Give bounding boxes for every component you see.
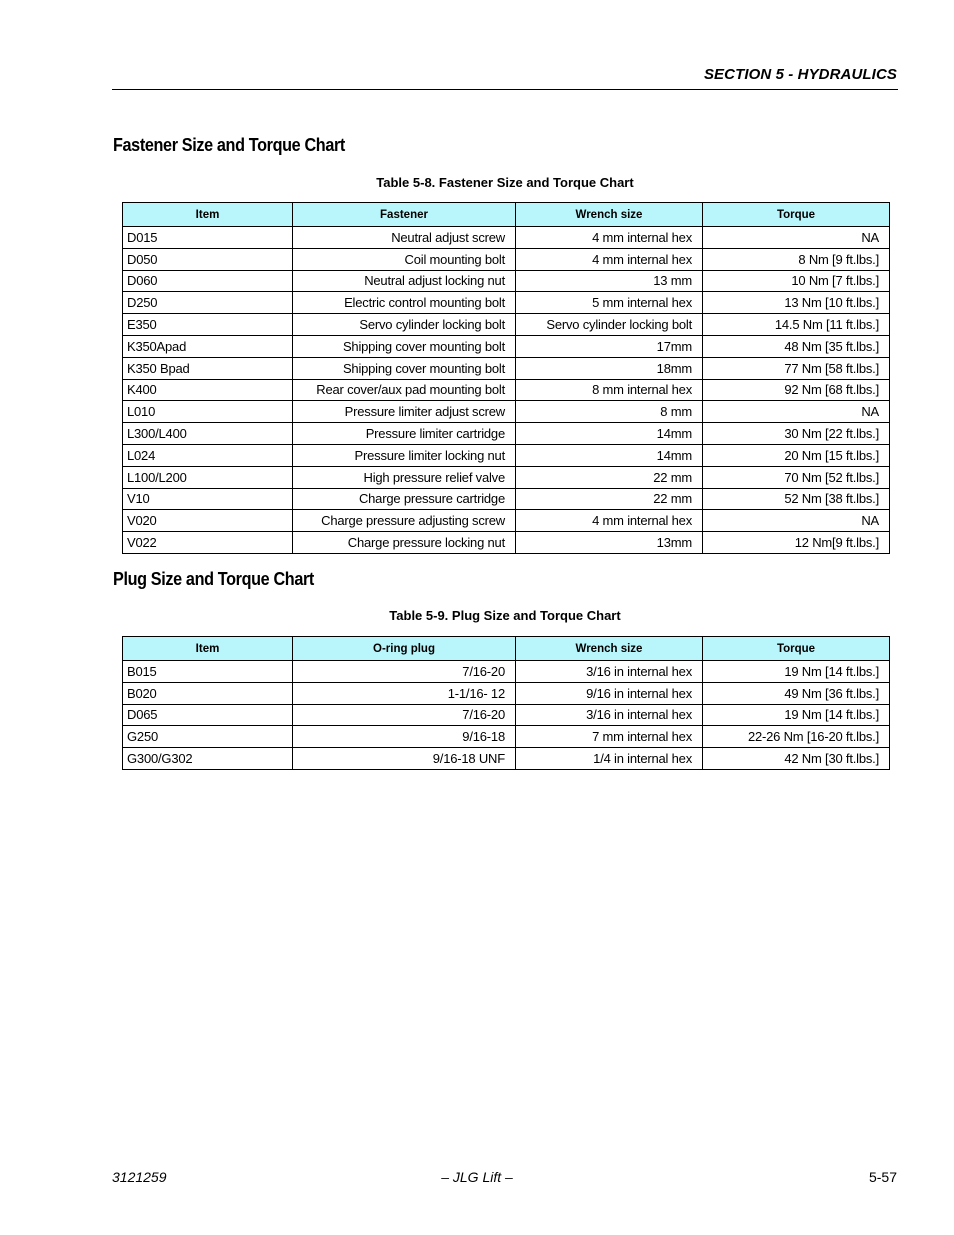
column-header-fastener: Fastener — [293, 203, 516, 227]
cell-item: V022 — [123, 532, 293, 554]
cell-item: K350 Bpad — [123, 357, 293, 379]
cell-torque: 19 Nm [14 ft.lbs.] — [703, 704, 890, 726]
cell-torque: 8 Nm [9 ft.lbs.] — [703, 248, 890, 270]
column-header-wrench-size: Wrench size — [516, 203, 703, 227]
fastener-table-body — [123, 227, 890, 554]
cell-item: G300/G302 — [123, 748, 293, 770]
cell-torque: 19 Nm [14 ft.lbs.] — [703, 661, 890, 683]
table-row — [123, 682, 890, 704]
cell-description: 9/16-18 — [293, 726, 516, 748]
fastener-table-caption: Table 5-8. Fastener Size and Torque Chart — [376, 175, 634, 190]
cell-wrench-size: 18mm — [516, 357, 703, 379]
cell-wrench-size: 4 mm internal hex — [516, 510, 703, 532]
cell-item: D015 — [123, 227, 293, 249]
cell-wrench-size: 14mm — [516, 444, 703, 466]
cell-description: 1-1/16- 12 — [293, 682, 516, 704]
cell-description: Coil mounting bolt — [293, 248, 516, 270]
table-row — [123, 532, 890, 554]
cell-item: K400 — [123, 379, 293, 401]
fastener-chart-heading: Fastener Size and Torque Chart — [113, 135, 345, 155]
plug-table-caption: Table 5-9. Plug Size and Torque Chart — [389, 608, 621, 623]
column-header-wrench-size: Wrench size — [516, 637, 703, 661]
cell-wrench-size: 3/16 in internal hex — [516, 661, 703, 683]
cell-description: Electric control mounting bolt — [293, 292, 516, 314]
table-row — [123, 270, 890, 292]
plug-torque-table — [122, 636, 890, 770]
cell-item: E350 — [123, 314, 293, 336]
cell-wrench-size: 13mm — [516, 532, 703, 554]
table-row — [123, 423, 890, 445]
cell-wrench-size: 3/16 in internal hex — [516, 704, 703, 726]
cell-wrench-size: 8 mm — [516, 401, 703, 423]
table-header-row — [123, 637, 890, 661]
cell-item: L300/L400 — [123, 423, 293, 445]
cell-description: Shipping cover mounting bolt — [293, 335, 516, 357]
cell-torque: 92 Nm [68 ft.lbs.] — [703, 379, 890, 401]
cell-description: Pressure limiter cartridge — [293, 423, 516, 445]
table-row — [123, 748, 890, 770]
cell-item: B020 — [123, 682, 293, 704]
cell-torque: 42 Nm [30 ft.lbs.] — [703, 748, 890, 770]
cell-description: Charge pressure adjusting screw — [293, 510, 516, 532]
fastener-torque-table — [122, 202, 890, 554]
cell-wrench-size: 5 mm internal hex — [516, 292, 703, 314]
table-row — [123, 704, 890, 726]
cell-torque: NA — [703, 510, 890, 532]
table-row — [123, 292, 890, 314]
table-row — [123, 488, 890, 510]
cell-item: K350Apad — [123, 335, 293, 357]
cell-torque: 49 Nm [36 ft.lbs.] — [703, 682, 890, 704]
cell-torque: 10 Nm [7 ft.lbs.] — [703, 270, 890, 292]
table-row — [123, 248, 890, 270]
cell-description: 7/16-20 — [293, 661, 516, 683]
cell-wrench-size: 8 mm internal hex — [516, 379, 703, 401]
cell-wrench-size: 7 mm internal hex — [516, 726, 703, 748]
cell-torque: 48 Nm [35 ft.lbs.] — [703, 335, 890, 357]
cell-torque: 77 Nm [58 ft.lbs.] — [703, 357, 890, 379]
section-title: SECTION 5 - HYDRAULICS — [703, 66, 897, 83]
table-row — [123, 726, 890, 748]
cell-description: Servo cylinder locking bolt — [293, 314, 516, 336]
table-row — [123, 357, 890, 379]
cell-description: High pressure relief valve — [293, 466, 516, 488]
cell-wrench-size: 4 mm internal hex — [516, 227, 703, 249]
footer-page-number: 5-57 — [868, 1169, 897, 1185]
cell-item: V020 — [123, 510, 293, 532]
cell-torque: 13 Nm [10 ft.lbs.] — [703, 292, 890, 314]
cell-description: Shipping cover mounting bolt — [293, 357, 516, 379]
table-row — [123, 661, 890, 683]
cell-item: L100/L200 — [123, 466, 293, 488]
plug-chart-heading: Plug Size and Torque Chart — [113, 569, 314, 589]
cell-wrench-size: 9/16 in internal hex — [516, 682, 703, 704]
cell-item: D065 — [123, 704, 293, 726]
cell-description: 7/16-20 — [293, 704, 516, 726]
column-header-o-ring-plug: O-ring plug — [293, 637, 516, 661]
table-row — [123, 314, 890, 336]
cell-wrench-size: 22 mm — [516, 466, 703, 488]
cell-item: D250 — [123, 292, 293, 314]
cell-torque: NA — [703, 227, 890, 249]
table-row — [123, 227, 890, 249]
cell-wrench-size: 1/4 in internal hex — [516, 748, 703, 770]
table-row — [123, 379, 890, 401]
column-header-torque: Torque — [703, 637, 890, 661]
cell-description: Pressure limiter locking nut — [293, 444, 516, 466]
cell-torque: 14.5 Nm [11 ft.lbs.] — [703, 314, 890, 336]
cell-description: Rear cover/aux pad mounting bolt — [293, 379, 516, 401]
cell-item: B015 — [123, 661, 293, 683]
column-header-item: Item — [123, 637, 293, 661]
cell-description: Charge pressure locking nut — [293, 532, 516, 554]
table-header-row — [123, 203, 890, 227]
cell-torque: 22-26 Nm [16-20 ft.lbs.] — [703, 726, 890, 748]
plug-table-body — [123, 661, 890, 770]
cell-item: L024 — [123, 444, 293, 466]
header-divider — [112, 89, 898, 90]
cell-wrench-size: Servo cylinder locking bolt — [516, 314, 703, 336]
footer-doc-number: 3121259 — [112, 1169, 167, 1185]
cell-item: D060 — [123, 270, 293, 292]
cell-description: Neutral adjust locking nut — [293, 270, 516, 292]
table-row — [123, 335, 890, 357]
cell-wrench-size: 13 mm — [516, 270, 703, 292]
cell-description: Neutral adjust screw — [293, 227, 516, 249]
table-row — [123, 466, 890, 488]
cell-wrench-size: 22 mm — [516, 488, 703, 510]
cell-torque: 20 Nm [15 ft.lbs.] — [703, 444, 890, 466]
cell-torque: 52 Nm [38 ft.lbs.] — [703, 488, 890, 510]
cell-description: Pressure limiter adjust screw — [293, 401, 516, 423]
column-header-item: Item — [123, 203, 293, 227]
cell-torque: 12 Nm[9 ft.lbs.] — [703, 532, 890, 554]
cell-torque: NA — [703, 401, 890, 423]
cell-item: V10 — [123, 488, 293, 510]
cell-wrench-size: 17mm — [516, 335, 703, 357]
cell-description: 9/16-18 UNF — [293, 748, 516, 770]
cell-description: Charge pressure cartridge — [293, 488, 516, 510]
cell-wrench-size: 14mm — [516, 423, 703, 445]
cell-item: D050 — [123, 248, 293, 270]
table-row — [123, 510, 890, 532]
cell-item: G250 — [123, 726, 293, 748]
cell-torque: 30 Nm [22 ft.lbs.] — [703, 423, 890, 445]
column-header-torque: Torque — [703, 203, 890, 227]
cell-wrench-size: 4 mm internal hex — [516, 248, 703, 270]
cell-item: L010 — [123, 401, 293, 423]
cell-torque: 70 Nm [52 ft.lbs.] — [703, 466, 890, 488]
footer-publisher: – JLG Lift – — [441, 1169, 513, 1185]
table-row — [123, 444, 890, 466]
table-row — [123, 401, 890, 423]
